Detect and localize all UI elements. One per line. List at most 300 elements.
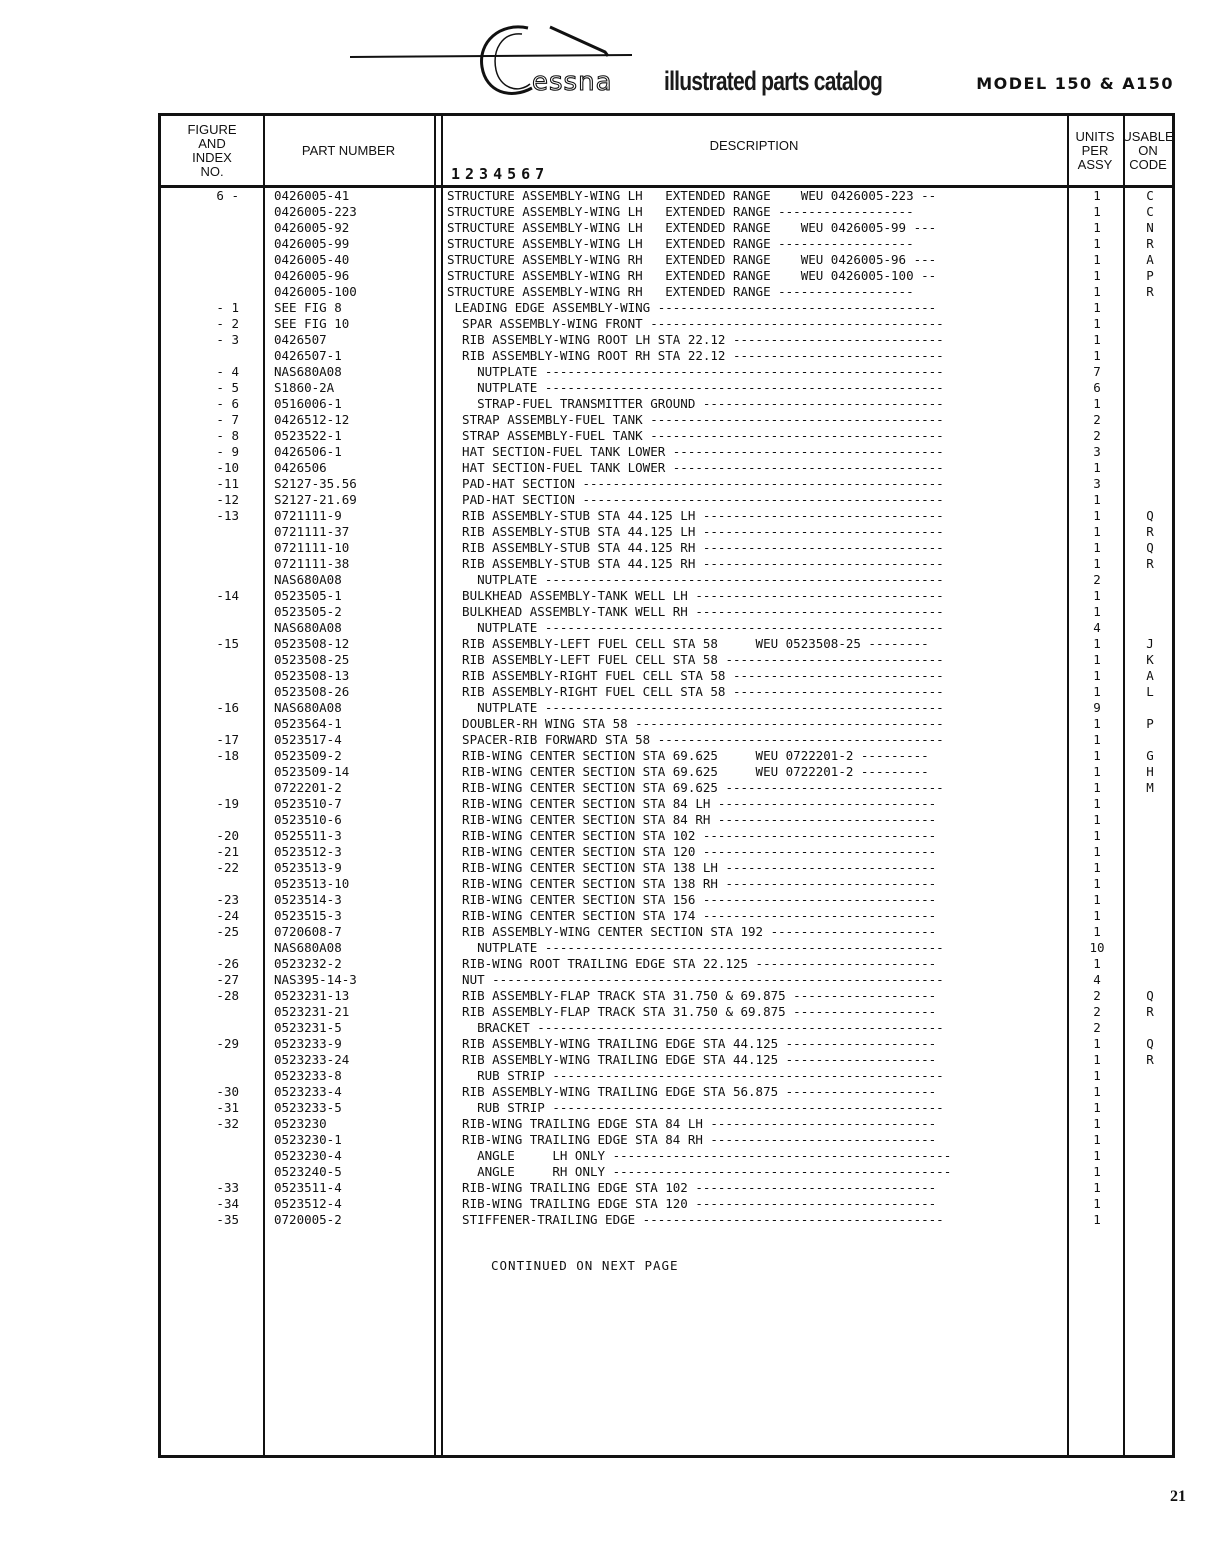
usable-on-code: L — [1146, 684, 1154, 699]
description: STRAP-FUEL TRANSMITTER GROUND -------------------------------- — [447, 396, 944, 411]
table-row — [161, 812, 1172, 828]
units-per-assy: 9 — [1093, 700, 1101, 715]
usable-on-code: Q — [1146, 540, 1154, 555]
part-number: 0523514-3 — [274, 892, 342, 907]
index-number: - 3 — [216, 332, 239, 347]
description: RIB-WING CENTER SECTION STA 138 RH ---------------------------- — [447, 876, 937, 891]
description: STRAP ASSEMBLY-FUEL TANK --------------------------------------- — [447, 412, 944, 427]
description: PAD-HAT SECTION ------------------------------------------------ — [447, 476, 944, 491]
usable-on-code: C — [1146, 204, 1154, 219]
units-per-assy: 1 — [1093, 300, 1101, 315]
table-row — [161, 1004, 1172, 1020]
table-row — [161, 300, 1172, 316]
table-row — [161, 236, 1172, 252]
index-number: -24 — [216, 908, 239, 923]
table-row — [161, 1132, 1172, 1148]
part-number: 0523231-21 — [274, 1004, 350, 1019]
table-row — [161, 1180, 1172, 1196]
part-number: 0523508-13 — [274, 668, 350, 683]
units-per-assy: 1 — [1093, 924, 1101, 939]
table-row — [161, 924, 1172, 940]
units-per-assy: 3 — [1093, 476, 1101, 491]
table-row — [161, 828, 1172, 844]
units-per-assy: 1 — [1093, 684, 1101, 699]
description: RIB ASSEMBLY-STUB STA 44.125 LH -------------------------------- — [447, 524, 944, 539]
usable-on-code: R — [1146, 1004, 1154, 1019]
usable-on-code: Q — [1146, 508, 1154, 523]
table-row — [161, 188, 1172, 204]
table-row — [161, 1164, 1172, 1180]
index-number: -34 — [216, 1196, 239, 1211]
description: BULKHEAD ASSEMBLY-TANK WELL RH --------------------------------- — [447, 604, 944, 619]
part-number: 0721111-10 — [274, 540, 350, 555]
part-number: NAS680A08 — [274, 572, 342, 587]
table-row — [161, 844, 1172, 860]
table-row — [161, 716, 1172, 732]
index-number: - 7 — [216, 412, 239, 427]
part-number: 0523512-3 — [274, 844, 342, 859]
units-per-assy: 1 — [1093, 780, 1101, 795]
table-row — [161, 988, 1172, 1004]
units-per-assy: 1 — [1093, 524, 1101, 539]
description: RIB ASSEMBLY-WING ROOT RH STA 22.12 ---------------------------- — [447, 348, 944, 363]
index-number: -23 — [216, 892, 239, 907]
index-number: -26 — [216, 956, 239, 971]
table-row — [161, 284, 1172, 300]
description: SPACER-RIB FORWARD STA 58 -------------------------------------- — [447, 732, 944, 747]
description: RIB ASSEMBLY-WING ROOT LH STA 22.12 ---------------------------- — [447, 332, 944, 347]
table-row — [161, 1212, 1172, 1228]
units-per-assy: 1 — [1093, 636, 1101, 651]
usable-on-code: J — [1146, 636, 1154, 651]
description: RIB-WING TRAILING EDGE STA 84 LH ------------------------------ — [447, 1116, 937, 1131]
description: RIB ASSEMBLY-FLAP TRACK STA 31.750 & 69.875 ------------------- — [447, 1004, 937, 1019]
units-per-assy: 1 — [1093, 668, 1101, 683]
part-number: 0426005-40 — [274, 252, 350, 267]
index-number: - 2 — [216, 316, 239, 331]
part-number: 0523231-5 — [274, 1020, 342, 1035]
index-number: -27 — [216, 972, 239, 987]
usable-on-code: P — [1146, 716, 1154, 731]
table-row — [161, 556, 1172, 572]
units-per-assy: 1 — [1093, 460, 1101, 475]
description: STRUCTURE ASSEMBLY-WING LH EXTENDED RANGE WEU 0426005-99 --- — [447, 220, 937, 235]
description: RIB-WING CENTER SECTION STA 69.625 WEU 0722201-2 --------- — [447, 748, 929, 763]
table-row — [161, 1084, 1172, 1100]
description: SPAR ASSEMBLY-WING FRONT --------------------------------------- — [447, 316, 944, 331]
units-per-assy: 1 — [1093, 268, 1101, 283]
svg-text:essna: essna — [532, 67, 613, 97]
index-number: - 5 — [216, 380, 239, 395]
units-per-assy: 4 — [1093, 972, 1101, 987]
description: BRACKET ------------------------------------------------------ — [447, 1020, 944, 1035]
units-per-assy: 1 — [1093, 764, 1101, 779]
units-per-assy: 1 — [1093, 1052, 1101, 1067]
part-number: 0426506 — [274, 460, 327, 475]
units-per-assy: 1 — [1093, 188, 1101, 203]
description: RIB-WING CENTER SECTION STA 156 ------------------------------- — [447, 892, 937, 907]
catalog-title: illustrated parts catalog — [664, 66, 883, 96]
table-row — [161, 1068, 1172, 1084]
description: NUT ------------------------------------------------------------ — [447, 972, 944, 987]
description: RIB ASSEMBLY-WING TRAILING EDGE STA 44.125 -------------------- — [447, 1052, 937, 1067]
table-row — [161, 348, 1172, 364]
units-per-assy: 1 — [1093, 812, 1101, 827]
units-per-assy: 1 — [1093, 748, 1101, 763]
units-per-assy: 1 — [1093, 716, 1101, 731]
usable-on-code: G — [1146, 748, 1154, 763]
index-number: -21 — [216, 844, 239, 859]
part-number: 0525511-3 — [274, 828, 342, 843]
part-number: 0523230-4 — [274, 1148, 342, 1163]
description: RIB-WING CENTER SECTION STA 84 RH ----------------------------- — [447, 812, 937, 827]
description: HAT SECTION-FUEL TANK LOWER ------------------------------------ — [447, 460, 944, 475]
description: RIB-WING CENTER SECTION STA 174 ------------------------------- — [447, 908, 937, 923]
units-per-assy: 1 — [1093, 508, 1101, 523]
description: RIB-WING ROOT TRAILING EDGE STA 22.125 ------------------------ — [447, 956, 937, 971]
index-number: -16 — [216, 700, 239, 715]
units-per-assy: 1 — [1093, 556, 1101, 571]
table-row — [161, 412, 1172, 428]
usable-on-code: C — [1146, 188, 1154, 203]
description: STRAP ASSEMBLY-FUEL TANK --------------------------------------- — [447, 428, 944, 443]
description: STRUCTURE ASSEMBLY-WING RH EXTENDED RANGE ------------------ — [447, 284, 914, 299]
part-number: 0523232-2 — [274, 956, 342, 971]
units-per-assy: 1 — [1093, 316, 1101, 331]
usable-on-code: N — [1146, 220, 1154, 235]
description: NUTPLATE ----------------------------------------------------- — [447, 364, 944, 379]
units-per-assy: 1 — [1093, 860, 1101, 875]
table-row — [161, 636, 1172, 652]
units-per-assy: 1 — [1093, 252, 1101, 267]
index-number: -20 — [216, 828, 239, 843]
part-number: 0523505-2 — [274, 604, 342, 619]
part-number: 0523508-12 — [274, 636, 350, 651]
header-description: DESCRIPTION — [709, 138, 799, 153]
units-per-assy: 1 — [1093, 492, 1101, 507]
description: LEADING EDGE ASSEMBLY-WING ------------------------------------- — [447, 300, 937, 315]
part-number: 0523233-8 — [274, 1068, 342, 1083]
units-per-assy: 1 — [1093, 908, 1101, 923]
table-row — [161, 460, 1172, 476]
description: STRUCTURE ASSEMBLY-WING LH EXTENDED RANGE ------------------ — [447, 236, 914, 251]
units-per-assy: 1 — [1093, 828, 1101, 843]
description: NUTPLATE ----------------------------------------------------- — [447, 940, 944, 955]
table-row — [161, 860, 1172, 876]
part-number: 0523510-7 — [274, 796, 342, 811]
part-number: 0426005-96 — [274, 268, 350, 283]
index-number: -17 — [216, 732, 239, 747]
part-number: 0523230 — [274, 1116, 327, 1131]
usable-on-code: A — [1146, 668, 1154, 683]
description: STRUCTURE ASSEMBLY-WING LH EXTENDED RANGE ------------------ — [447, 204, 914, 219]
description: RIB ASSEMBLY-STUB STA 44.125 LH -------------------------------- — [447, 508, 944, 523]
usable-on-code: P — [1146, 268, 1154, 283]
units-per-assy: 7 — [1093, 364, 1101, 379]
part-number: 0426507-1 — [274, 348, 342, 363]
description: RIB ASSEMBLY-WING CENTER SECTION STA 192 ---------------------- — [447, 924, 937, 939]
table-row — [161, 252, 1172, 268]
part-number: 0523231-13 — [274, 988, 350, 1003]
units-per-assy: 2 — [1093, 428, 1101, 443]
units-per-assy: 3 — [1093, 444, 1101, 459]
description: RIB-WING TRAILING EDGE STA 102 -------------------------------- — [447, 1180, 937, 1195]
part-number: 0426506-1 — [274, 444, 342, 459]
table-row — [161, 316, 1172, 332]
description: NUTPLATE ----------------------------------------------------- — [447, 620, 944, 635]
index-number: - 1 — [216, 300, 239, 315]
units-per-assy: 4 — [1093, 620, 1101, 635]
usable-on-code: H — [1146, 764, 1154, 779]
index-number: - 4 — [216, 364, 239, 379]
table-row — [161, 268, 1172, 284]
index-number: - 9 — [216, 444, 239, 459]
table-row — [161, 956, 1172, 972]
units-per-assy: 1 — [1093, 1116, 1101, 1131]
table-row — [161, 508, 1172, 524]
description: RIB ASSEMBLY-WING TRAILING EDGE STA 56.875 -------------------- — [447, 1084, 937, 1099]
table-row — [161, 380, 1172, 396]
part-number: 0523510-6 — [274, 812, 342, 827]
part-number: 0426512-12 — [274, 412, 350, 427]
part-number: 0426005-99 — [274, 236, 350, 251]
part-number: 0721111-38 — [274, 556, 350, 571]
units-per-assy: 1 — [1093, 588, 1101, 603]
description: RIB ASSEMBLY-FLAP TRACK STA 31.750 & 69.875 ------------------- — [447, 988, 937, 1003]
units-per-assy: 1 — [1093, 1068, 1101, 1083]
units-per-assy: 1 — [1093, 220, 1101, 235]
units-per-assy: 1 — [1093, 540, 1101, 555]
description: RIB-WING CENTER SECTION STA 69.625 ----------------------------- — [447, 780, 944, 795]
part-number: NAS680A08 — [274, 700, 342, 715]
table-row — [161, 220, 1172, 236]
part-number: 0523508-26 — [274, 684, 350, 699]
table-row — [161, 764, 1172, 780]
units-per-assy: 2 — [1093, 988, 1101, 1003]
table-row — [161, 796, 1172, 812]
index-number: 6 - — [216, 188, 239, 203]
table-row — [161, 476, 1172, 492]
description: DOUBLER-RH WING STA 58 ----------------------------------------- — [447, 716, 944, 731]
description: RIB ASSEMBLY-RIGHT FUEL CELL STA 58 ---------------------------- — [447, 684, 944, 699]
usable-on-code: M — [1146, 780, 1154, 795]
index-number: -11 — [216, 476, 239, 491]
units-per-assy: 1 — [1093, 204, 1101, 219]
part-number: 0523513-9 — [274, 860, 342, 875]
description: RIB-WING CENTER SECTION STA 102 ------------------------------- — [447, 828, 937, 843]
table-row — [161, 620, 1172, 636]
table-row — [161, 524, 1172, 540]
index-number: -30 — [216, 1084, 239, 1099]
table-body — [161, 188, 1172, 1228]
index-number: -13 — [216, 508, 239, 523]
part-number: 0523509-2 — [274, 748, 342, 763]
part-number: 0516006-1 — [274, 396, 342, 411]
units-per-assy: 1 — [1093, 348, 1101, 363]
units-per-assy: 10 — [1089, 940, 1105, 955]
table-row — [161, 748, 1172, 764]
description: RIB ASSEMBLY-STUB STA 44.125 RH -------------------------------- — [447, 556, 944, 571]
table-row — [161, 428, 1172, 444]
units-per-assy: 1 — [1093, 396, 1101, 411]
index-number: -32 — [216, 1116, 239, 1131]
usable-on-code: Q — [1146, 988, 1154, 1003]
part-number: 0523509-14 — [274, 764, 350, 779]
units-per-assy: 1 — [1093, 652, 1101, 667]
part-number: 0426005-223 — [274, 204, 357, 219]
continued-note: CONTINUED ON NEXT PAGE — [491, 1258, 679, 1273]
parts-table — [158, 113, 1175, 1458]
description: RUB STRIP ---------------------------------------------------- — [447, 1100, 944, 1115]
description: ANGLE RH ONLY --------------------------------------------- — [447, 1164, 952, 1179]
description: STRUCTURE ASSEMBLY-WING LH EXTENDED RANGE WEU 0426005-223 -- — [447, 188, 937, 203]
part-number: 0523233-5 — [274, 1100, 342, 1115]
index-number: -14 — [216, 588, 239, 603]
part-number: 0523517-4 — [274, 732, 342, 747]
units-per-assy: 1 — [1093, 1180, 1101, 1195]
units-per-assy: 1 — [1093, 892, 1101, 907]
usable-on-code: Q — [1146, 1036, 1154, 1051]
units-per-assy: 1 — [1093, 1132, 1101, 1147]
table-row — [161, 396, 1172, 412]
units-per-assy: 1 — [1093, 844, 1101, 859]
table-row — [161, 892, 1172, 908]
cessna-logo — [350, 12, 650, 102]
description: RIB ASSEMBLY-WING TRAILING EDGE STA 44.125 -------------------- — [447, 1036, 937, 1051]
part-number: 0523240-5 — [274, 1164, 342, 1179]
units-per-assy: 1 — [1093, 732, 1101, 747]
units-per-assy: 1 — [1093, 284, 1101, 299]
part-number: 0721111-9 — [274, 508, 342, 523]
part-number: 0523515-3 — [274, 908, 342, 923]
index-number: -35 — [216, 1212, 239, 1227]
description-indent-scale: 1234567 — [451, 165, 550, 183]
units-per-assy: 1 — [1093, 1036, 1101, 1051]
table-row — [161, 780, 1172, 796]
units-per-assy: 1 — [1093, 1148, 1101, 1163]
index-number: -15 — [216, 636, 239, 651]
description: STRUCTURE ASSEMBLY-WING RH EXTENDED RANGE WEU 0426005-100 -- — [447, 268, 937, 283]
table-row — [161, 1020, 1172, 1036]
table-row — [161, 1196, 1172, 1212]
part-number: S2127-35.56 — [274, 476, 357, 491]
description: NUTPLATE ----------------------------------------------------- — [447, 700, 944, 715]
units-per-assy: 1 — [1093, 1164, 1101, 1179]
table-row — [161, 732, 1172, 748]
units-per-assy: 1 — [1093, 1196, 1101, 1211]
part-number: 0523233-9 — [274, 1036, 342, 1051]
units-per-assy: 2 — [1093, 412, 1101, 427]
part-number: SEE FIG 8 — [274, 300, 342, 315]
table-row — [161, 444, 1172, 460]
description: RIB-WING CENTER SECTION STA 84 LH ----------------------------- — [447, 796, 937, 811]
description: NUTPLATE ----------------------------------------------------- — [447, 380, 944, 395]
part-number: 0721111-37 — [274, 524, 350, 539]
usable-on-code: R — [1146, 524, 1154, 539]
units-per-assy: 2 — [1093, 572, 1101, 587]
table-row — [161, 940, 1172, 956]
header-part-number: PART NUMBER — [301, 142, 396, 158]
part-number: S1860-2A — [274, 380, 335, 395]
description: RIB-WING CENTER SECTION STA 138 LH ---------------------------- — [447, 860, 937, 875]
index-number: -25 — [216, 924, 239, 939]
model-title: MODEL 150 & A150 — [976, 74, 1174, 93]
usable-on-code: R — [1146, 1052, 1154, 1067]
part-number: 0426005-41 — [274, 188, 350, 203]
part-number: 0523233-24 — [274, 1052, 350, 1067]
description: HAT SECTION-FUEL TANK LOWER ------------------------------------ — [447, 444, 944, 459]
part-number: 0523505-1 — [274, 588, 342, 603]
part-number: 0523564-1 — [274, 716, 342, 731]
part-number: 0523511-4 — [274, 1180, 342, 1195]
description: STRUCTURE ASSEMBLY-WING RH EXTENDED RANGE WEU 0426005-96 --- — [447, 252, 937, 267]
description: ANGLE LH ONLY --------------------------------------------- — [447, 1148, 952, 1163]
index-number: -18 — [216, 748, 239, 763]
index-number: -29 — [216, 1036, 239, 1051]
part-number: NAS680A08 — [274, 620, 342, 635]
index-number: - 6 — [216, 396, 239, 411]
units-per-assy: 1 — [1093, 604, 1101, 619]
units-per-assy: 1 — [1093, 1100, 1101, 1115]
page-number: 21 — [1170, 1488, 1186, 1505]
table-row — [161, 908, 1172, 924]
description: RIB-WING TRAILING EDGE STA 84 RH ------------------------------ — [447, 1132, 937, 1147]
part-number: S2127-21.69 — [274, 492, 357, 507]
index-number: -10 — [216, 460, 239, 475]
part-number: 0426507 — [274, 332, 327, 347]
usable-on-code: R — [1146, 284, 1154, 299]
table-row — [161, 492, 1172, 508]
units-per-assy: 1 — [1093, 796, 1101, 811]
part-number: 0523522-1 — [274, 428, 342, 443]
usable-on-code: K — [1146, 652, 1154, 667]
usable-on-code: A — [1146, 252, 1154, 267]
part-number: NAS395-14-3 — [274, 972, 357, 987]
part-number: 0720005-2 — [274, 1212, 342, 1227]
header-units-per-assy: UNITS PER ASSY — [1075, 128, 1115, 172]
table-row — [161, 540, 1172, 556]
description: RIB-WING CENTER SECTION STA 69.625 WEU 0722201-2 --------- — [447, 764, 929, 779]
table-row — [161, 1148, 1172, 1164]
table-row — [161, 876, 1172, 892]
table-row — [161, 1100, 1172, 1116]
table-row — [161, 652, 1172, 668]
description: STIFFENER-TRAILING EDGE ---------------------------------------- — [447, 1212, 944, 1227]
description: BULKHEAD ASSEMBLY-TANK WELL LH --------------------------------- — [447, 588, 944, 603]
units-per-assy: 1 — [1093, 332, 1101, 347]
part-number: 0523513-10 — [274, 876, 350, 891]
table-row — [161, 604, 1172, 620]
description: RIB ASSEMBLY-LEFT FUEL CELL STA 58 ----------------------------- — [447, 652, 944, 667]
part-number: 0426005-100 — [274, 284, 357, 299]
description: NUTPLATE ----------------------------------------------------- — [447, 572, 944, 587]
table-row — [161, 332, 1172, 348]
units-per-assy: 1 — [1093, 1084, 1101, 1099]
part-number: 0523230-1 — [274, 1132, 342, 1147]
page-header — [0, 0, 1212, 112]
table-row — [161, 972, 1172, 988]
usable-on-code: R — [1146, 556, 1154, 571]
index-number: -22 — [216, 860, 239, 875]
table-row — [161, 668, 1172, 684]
description: RIB-WING TRAILING EDGE STA 120 -------------------------------- — [447, 1196, 937, 1211]
units-per-assy: 2 — [1093, 1020, 1101, 1035]
header-figure-index: FIGURE AND INDEX NO. — [187, 121, 237, 179]
units-per-assy: 1 — [1093, 236, 1101, 251]
table-row — [161, 1052, 1172, 1068]
header-usable-on-code: USABLE ON CODE — [1122, 128, 1174, 172]
description: RIB-WING CENTER SECTION STA 120 ------------------------------- — [447, 844, 937, 859]
